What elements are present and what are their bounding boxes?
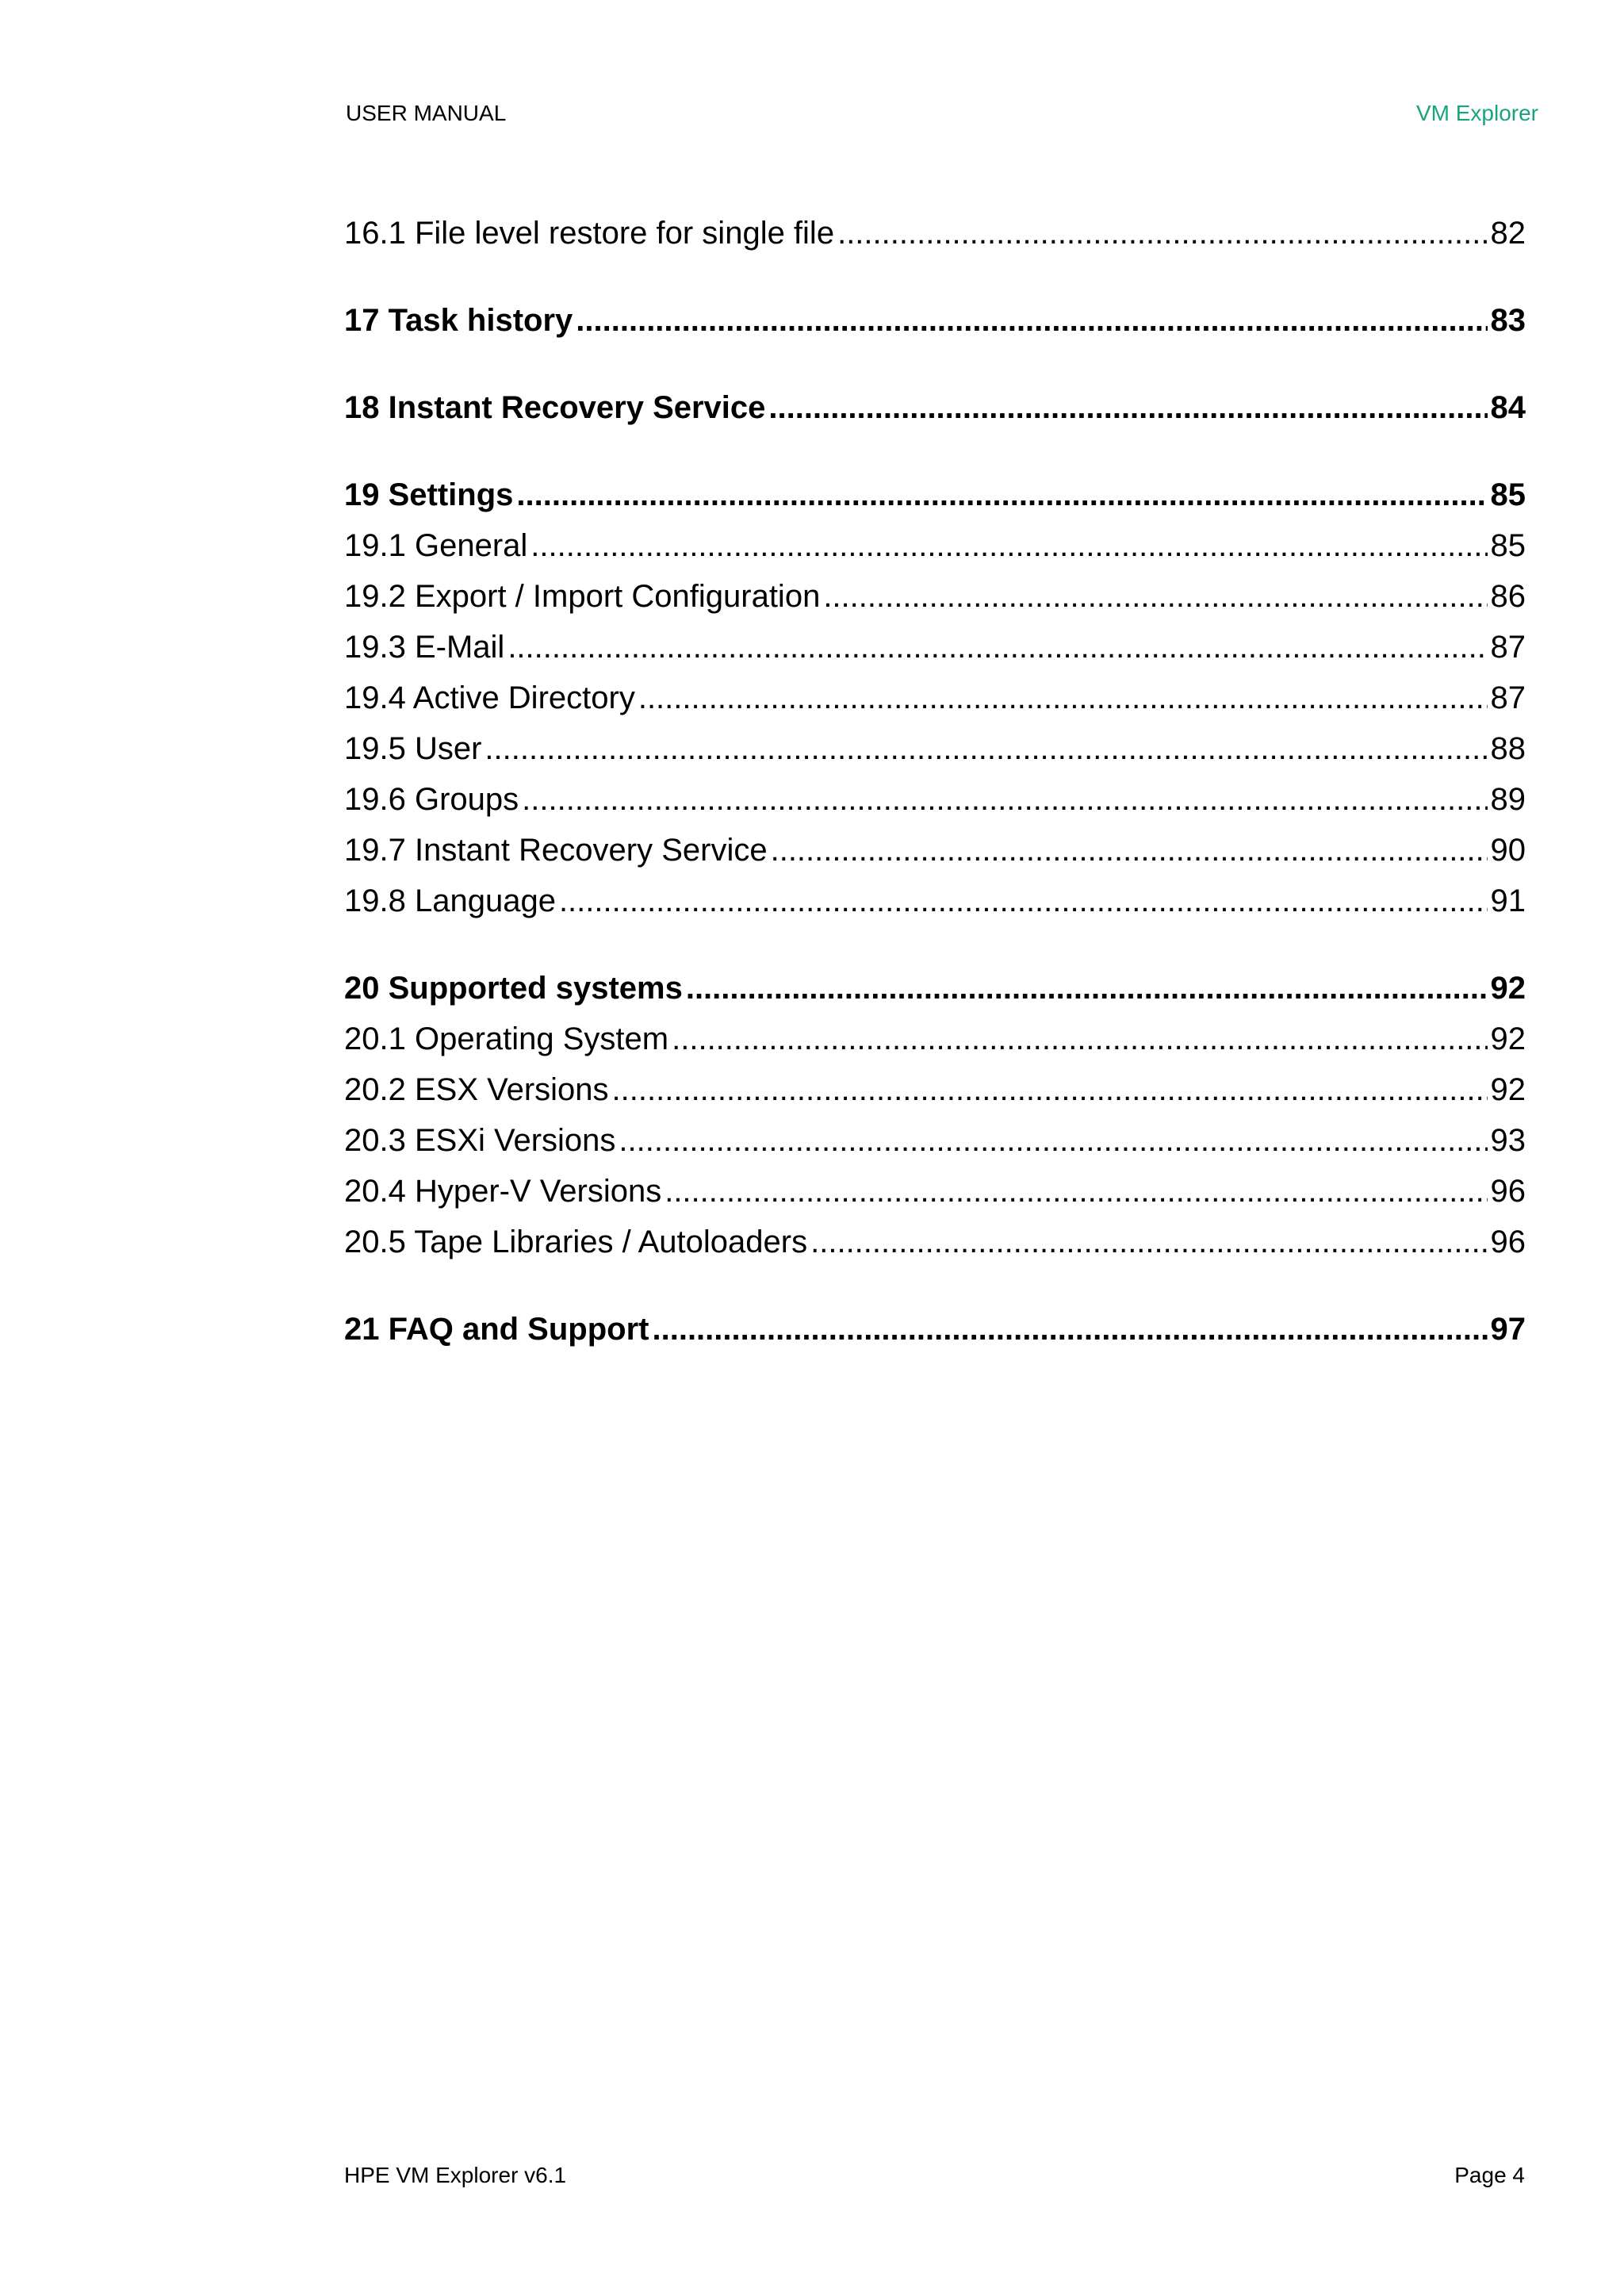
- toc-section-entry[interactable]: [344, 622, 1526, 673]
- toc-chapter-entry[interactable]: [344, 1304, 1526, 1355]
- toc-entry-title: 19.4 Active Directory: [344, 680, 635, 715]
- toc-entry-title: 20 Supported systems: [344, 971, 683, 1006]
- toc-entry-page-number: 92: [1490, 1022, 1526, 1056]
- toc-entry-page-number: 83: [1490, 303, 1526, 338]
- toc-dot-leader: [823, 571, 1487, 622]
- toc-entry-page-number: 93: [1490, 1123, 1526, 1158]
- toc-entry-title: 20.3 ESXi Versions: [344, 1123, 616, 1158]
- toc-entry-title: 20.2 ESX Versions: [344, 1072, 609, 1107]
- toc-entry-page-number: 86: [1490, 579, 1526, 614]
- toc-entry-page-number: 96: [1490, 1225, 1526, 1259]
- toc-dot-leader: [522, 774, 1487, 825]
- toc-entry-title: 19.8 Language: [344, 884, 556, 918]
- toc-entry-page-number: 96: [1490, 1174, 1526, 1209]
- toc-dot-leader: [768, 382, 1487, 433]
- toc-entry-page-number: 92: [1490, 1072, 1526, 1107]
- toc-dot-leader: [771, 825, 1488, 876]
- toc-entry-page-number: 84: [1490, 390, 1526, 425]
- toc-entry-page-number: 87: [1490, 680, 1526, 715]
- toc-entry-page-number: 91: [1490, 884, 1526, 918]
- toc-entry-title: 19.2 Export / Import Configuration: [344, 579, 821, 614]
- toc-entry-title: 18 Instant Recovery Service: [344, 390, 766, 425]
- toc-entry-title: 20.5 Tape Libraries / Autoloaders: [344, 1225, 808, 1259]
- toc-section-entry[interactable]: [344, 208, 1526, 259]
- header-product-name: VM Explorer: [1415, 101, 1538, 125]
- toc-section-entry[interactable]: [344, 520, 1526, 571]
- toc-dot-leader: [612, 1064, 1488, 1115]
- toc-entry-page-number: 85: [1490, 477, 1526, 512]
- table-of-contents: [344, 208, 1526, 1355]
- toc-chapter-entry[interactable]: [344, 382, 1526, 433]
- toc-dot-leader: [837, 208, 1487, 259]
- toc-dot-leader: [619, 1115, 1487, 1166]
- toc-section-entry[interactable]: [344, 1217, 1526, 1267]
- toc-dot-leader: [576, 295, 1487, 346]
- toc-entry-title: 19.6 Groups: [344, 782, 519, 817]
- toc-entry-title: 19.7 Instant Recovery Service: [344, 833, 768, 868]
- toc-entry-title: 21 FAQ and Support: [344, 1312, 649, 1347]
- toc-section-entry[interactable]: [344, 1014, 1526, 1064]
- toc-entry-title: 19.3 E-Mail: [344, 630, 505, 665]
- toc-section-entry[interactable]: [344, 876, 1526, 926]
- toc-dot-leader: [652, 1304, 1487, 1355]
- toc-entry-title: 19.1 General: [344, 528, 528, 563]
- toc-dot-leader: [559, 876, 1488, 926]
- toc-dot-leader: [516, 470, 1487, 520]
- toc-section-entry[interactable]: [344, 1115, 1526, 1166]
- toc-section-entry[interactable]: [344, 571, 1526, 622]
- toc-entry-page-number: 88: [1490, 731, 1526, 766]
- toc-dot-leader: [686, 963, 1488, 1014]
- toc-entry-page-number: 90: [1490, 833, 1526, 868]
- header-document-type: USER MANUAL: [346, 101, 507, 125]
- toc-entry-title: 17 Task history: [344, 303, 573, 338]
- toc-entry-title: 16.1 File level restore for single file: [344, 216, 835, 251]
- toc-entry-page-number: 97: [1490, 1312, 1526, 1347]
- toc-section-entry[interactable]: [344, 774, 1526, 825]
- toc-section-entry[interactable]: [344, 1064, 1526, 1115]
- toc-entry-page-number: 82: [1490, 216, 1526, 251]
- toc-section-entry[interactable]: [344, 825, 1526, 876]
- toc-dot-leader: [530, 520, 1487, 571]
- toc-entry-page-number: 85: [1490, 528, 1526, 563]
- footer-product-version: HPE VM Explorer v6.1: [344, 2163, 567, 2187]
- toc-entry-title: 20.4 Hyper-V Versions: [344, 1174, 662, 1209]
- toc-entry-page-number: 89: [1490, 782, 1526, 817]
- toc-section-entry[interactable]: [344, 673, 1526, 723]
- toc-entry-page-number: 87: [1490, 630, 1526, 665]
- toc-dot-leader: [508, 622, 1487, 673]
- toc-entry-title: 19.5 User: [344, 731, 482, 766]
- toc-entry-page-number: 92: [1490, 971, 1526, 1006]
- toc-entry-title: 20.1 Operating System: [344, 1022, 669, 1056]
- toc-section-entry[interactable]: [344, 1166, 1526, 1217]
- toc-chapter-entry[interactable]: [344, 963, 1526, 1014]
- toc-dot-leader: [810, 1217, 1487, 1267]
- toc-dot-leader: [485, 723, 1487, 774]
- footer-page-number: Page 4: [1454, 2163, 1525, 2187]
- toc-dot-leader: [665, 1166, 1487, 1217]
- toc-section-entry[interactable]: [344, 723, 1526, 774]
- toc-entry-title: 19 Settings: [344, 477, 514, 512]
- toc-chapter-entry[interactable]: [344, 470, 1526, 520]
- toc-chapter-entry[interactable]: [344, 295, 1526, 346]
- toc-dot-leader: [638, 673, 1488, 723]
- toc-dot-leader: [672, 1014, 1487, 1064]
